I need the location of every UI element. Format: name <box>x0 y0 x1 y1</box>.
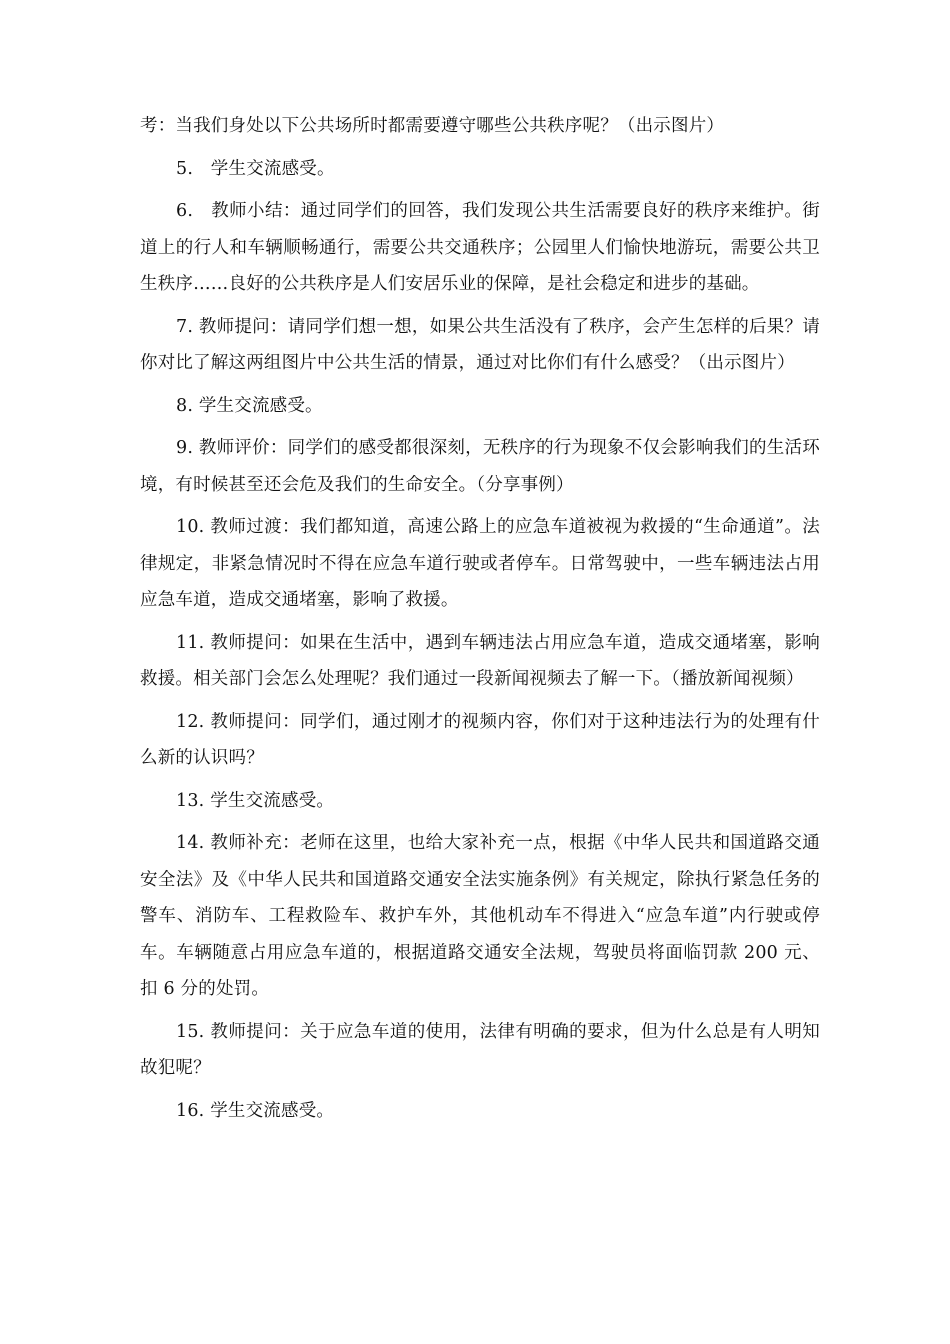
paragraph-item-13: 13. 学生交流感受。 <box>176 790 335 811</box>
paragraph-item-9: 9. 教师评价：同学们的感受都很深刻，无秩序的行为现象不仅会影响我们的生活环境，有时候甚至还会危及我们的生命安全。（分享事例） <box>140 438 820 495</box>
paragraph-item-15: 15. 教师提问：关于应急车道的使用，法律有明确的要求，但为什么总是有人明知故犯呢？ <box>140 1021 820 1078</box>
paragraph-item-12: 12. 教师提问：同学们，通过刚才的视频内容，你们对于这种违法行为的处理有什么新的认识吗？ <box>140 711 820 768</box>
paragraph-item-5: 5. 学生交流感受。 <box>176 158 335 179</box>
paragraph-item-7: 7. 教师提问：请同学们想一想，如果公共生活没有了秩序，会产生怎样的后果？请你对比了解这两组图片中公共生活的情景，通过对比你们有什么感受？（出示图片） <box>140 316 820 373</box>
paragraph-item-11: 11. 教师提问：如果在生活中，遇到车辆违法占用应急车道，造成交通堵塞，影响救援。相关部门会怎么处理呢？我们通过一段新闻视频去了解一下。（播放新闻视频） <box>140 632 820 689</box>
paragraph-item-10: 10. 教师过渡：我们都知道，高速公路上的应急车道被视为救援的“生命通道”。法律规定，非紧急情况时不得在应急车道行驶或者停车。日常驾驶中，一些车辆违法占用应急车道，造成交通堵塞，影响了救援。 <box>140 517 820 610</box>
paragraph-item-8: 8. 学生交流感受。 <box>176 395 323 416</box>
document-body <box>140 108 820 1135</box>
paragraph-item-14: 14. 教师补充：老师在这里，也给大家补充一点，根据《中华人民共和国道路交通安全法》及《中华人民共和国道路交通安全法实施条例》有关规定，除执行紧急任务的警车、消防车、工程救险车、救护车外，其他机动车不得进入“应急车道”内行驶或停车。车辆随意占用应急车道的，根据道路交通安全法规，驾驶员将面临罚款 200 元、扣 6 分的处罚。 <box>140 833 820 999</box>
paragraph-item-6: 6. 教师小结：通过同学们的回答，我们发现公共生活需要良好的秩序来维护。街道上的行人和车辆顺畅通行，需要公共交通秩序；公园里人们愉快地游玩，需要公共卫生秩序……良好的公共秩序是人们安居乐业的保障，是社会稳定和进步的基础。 <box>140 201 820 294</box>
paragraph-item-16: 16. 学生交流感受。 <box>176 1100 335 1121</box>
paragraph-continuation: 考：当我们身处以下公共场所时都需要遵守哪些公共秩序呢？（出示图片） <box>140 116 725 136</box>
